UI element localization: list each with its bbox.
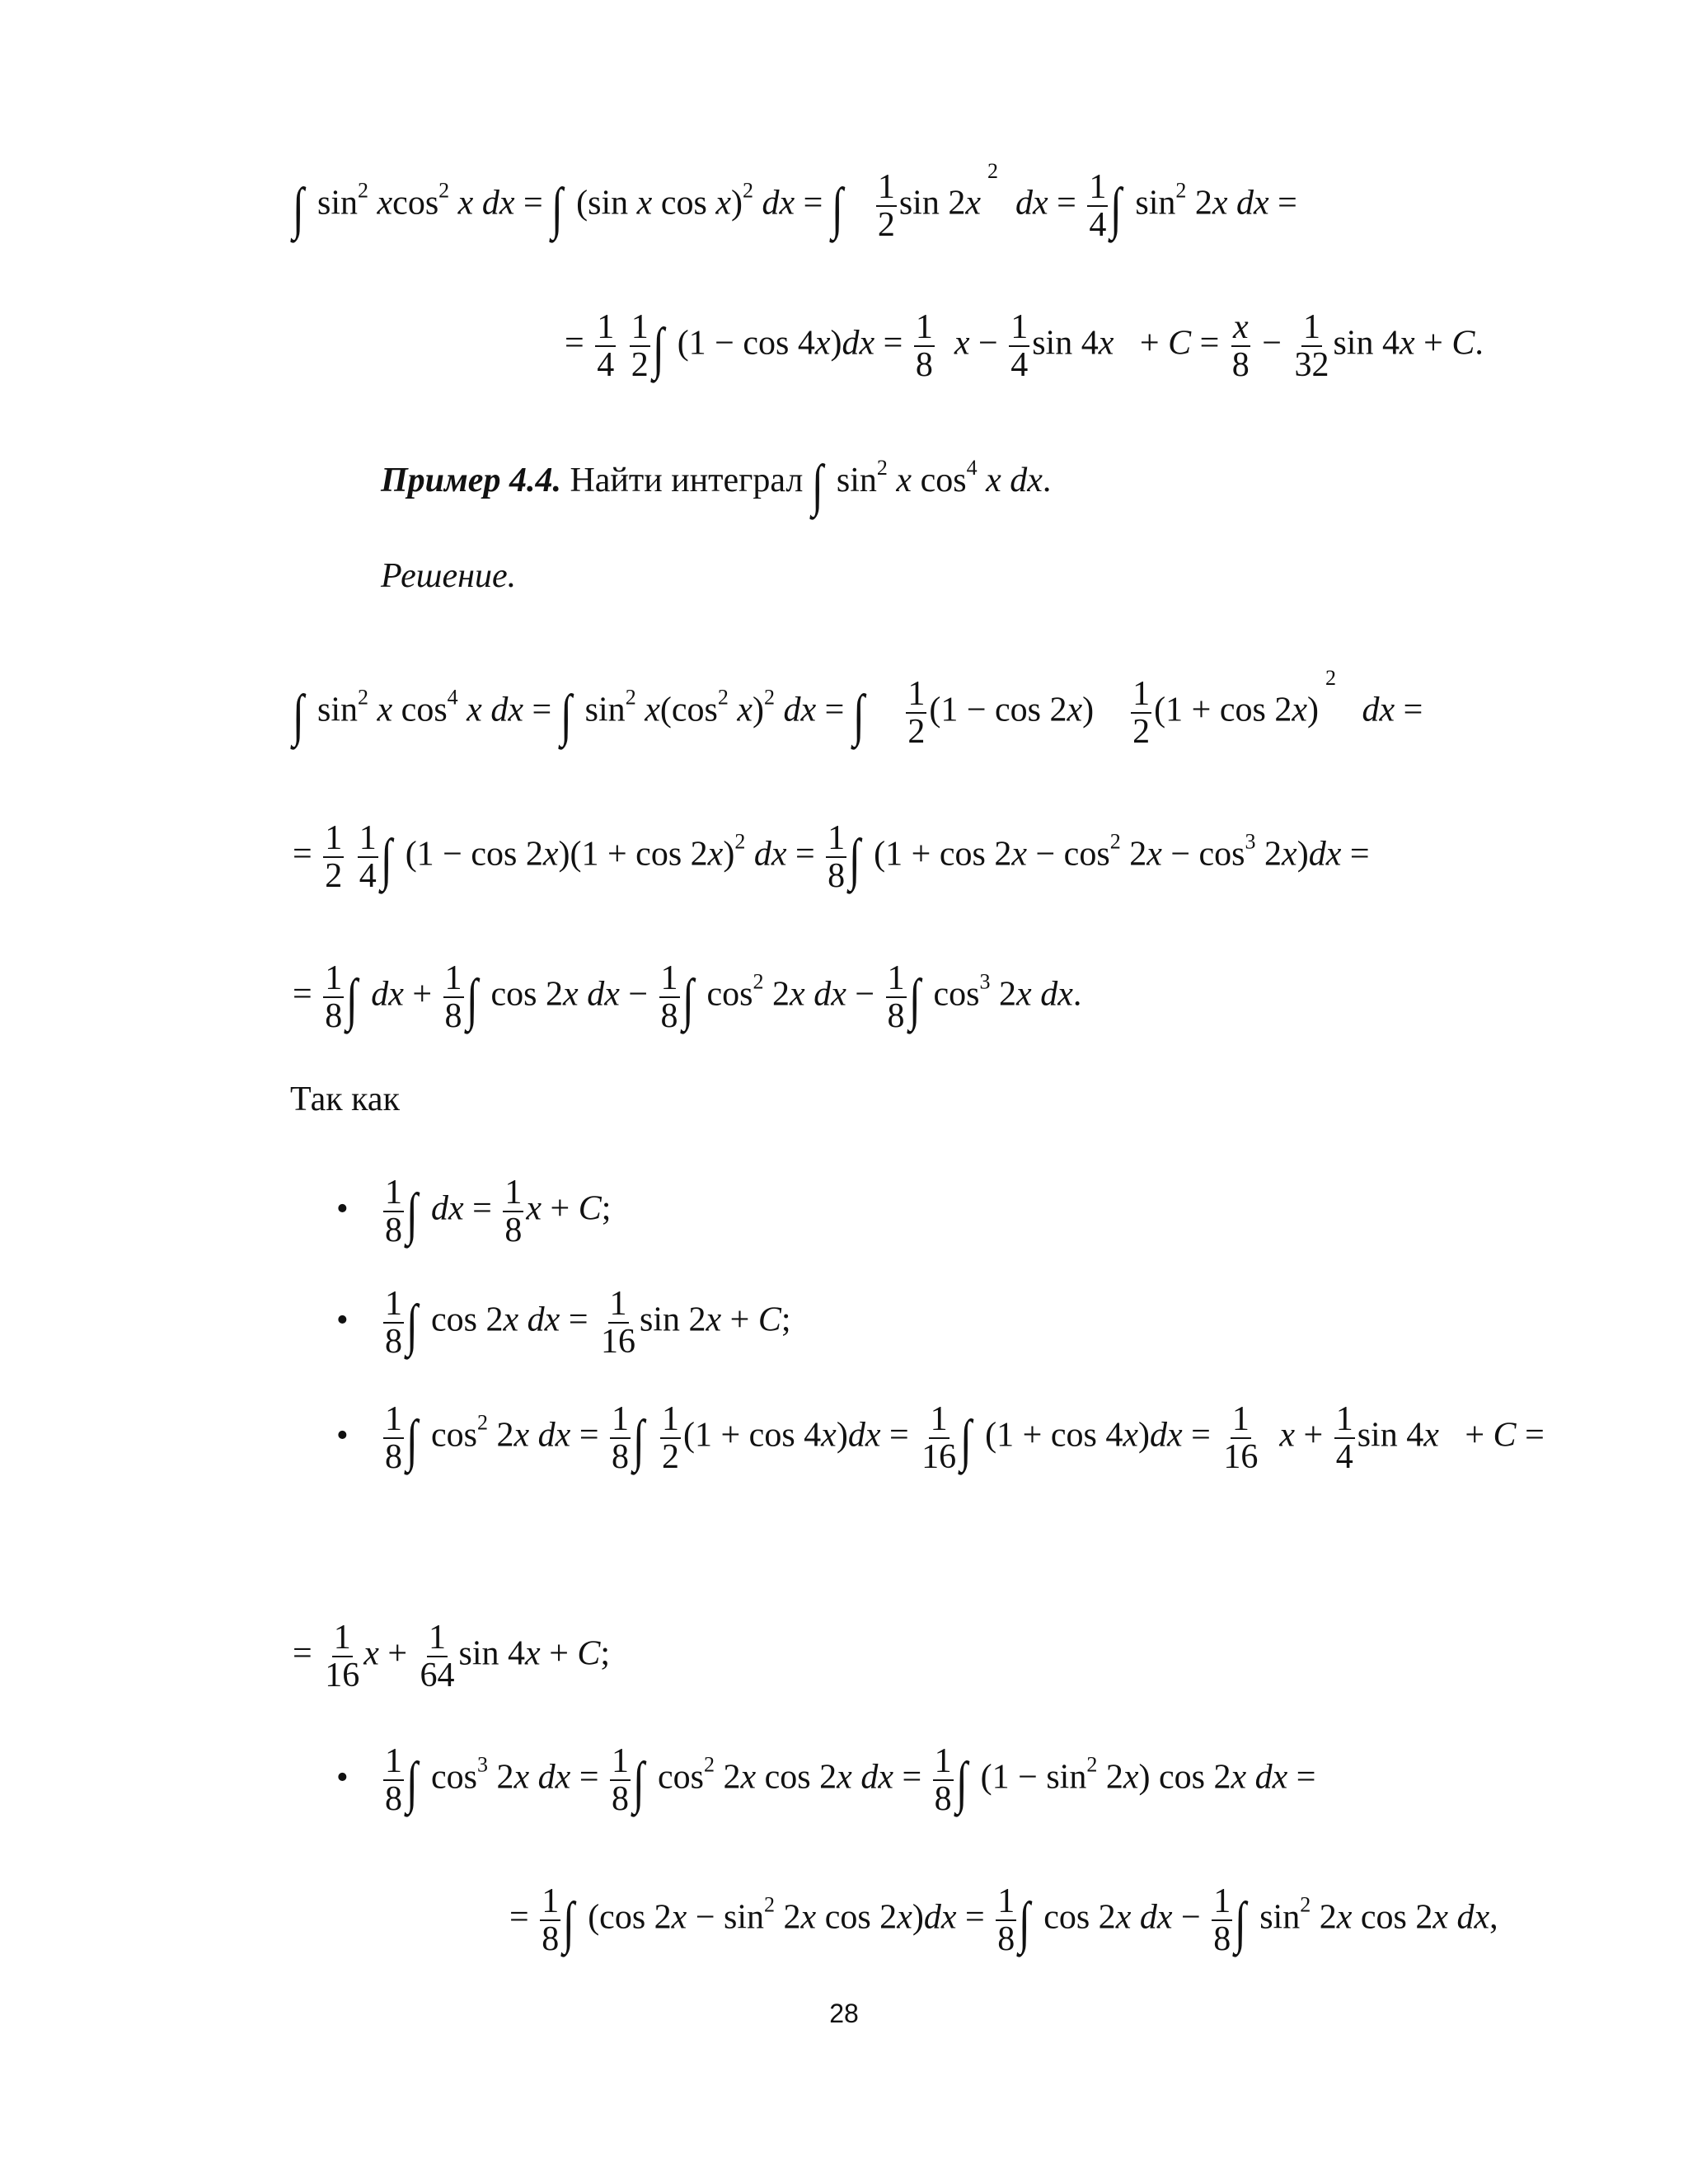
bullet-4-equation: $\frac{1}{8}$ ∫ $\cos^3 2x$ dx = $\frac{1}{8}$ ∫ $\cos^2 2x$ cos 2x dx = $\frac{1}{8}$ ∫ $(1 - \sin^2 2x)$ cos 2x dx = [385,1742,1316,1819]
equation-line-3: ∫ $\sin^2 x$ $\cos^4 x$ dx = ∫ $\sin^2 x(\cos^2$ x)$^2$ dx = ∫ $\frac{1}{2}$ (1 − cos 2x) $\frac{1}{2}$ $(1 + \cos 2x)^2$ dx = [293,665,1423,752]
example-text: Найти интеграл [570,462,804,499]
bullet-2: • [336,1301,349,1339]
example-statement: Пример 4.4. Найти интеграл ∫ $\sin^2 x$ $\cos^4 x$ dx. [381,454,1052,518]
bullet-3: • [336,1417,349,1455]
equation-line-1: ∫ $\sin^2 xcos^2$ x dx = ∫ (sin x cos x)$^2$ dx = ∫ $\frac{1}{2}$ $\sin 2x^2$ dx = $\frac{1}{4}$ ∫ $\sin^2 2x$ dx = [293,158,1297,245]
equation-line-4: = $\frac{1}{2}$ $\frac{1}{4}$ ∫ $(1 - \cos 2x)(1 + \cos 2x)^2$ dx = $\frac{1}{8}$ ∫ $(1 + \cos 2x - \cos^2 2x - \cos^3 2x)dx$ = [293,819,1370,896]
bullet-1-equation: $\frac{1}{8}$ ∫ dx = $\frac{1}{8}$ x + C; [385,1174,612,1250]
page-number: 28 [829,1999,859,2028]
bullet-3-equation: $\frac{1}{8}$ ∫ $\cos^2 2x$ dx = $\frac{1}{8}$ ∫ $\frac{1}{2}$ (1 + cos 4x)dx = $\frac{1}{16}$ ∫ (1 + cos 4x)dx = $\frac{1}{16}$ x + $\frac{1}{4}$ sin 4x + C = [385,1400,1545,1477]
bullet-1: • [336,1190,349,1228]
bullet-2-equation: $\frac{1}{8}$ ∫ cos 2x dx = $\frac{1}{16}$ sin 2x + C; [385,1285,791,1361]
example-label: Пример 4.4. [381,462,561,499]
bullet-3-continuation: = $\frac{1}{16}$ x + $\frac{1}{64}$ sin 4x + C; [293,1619,611,1695]
bullet-4-continuation: = $\frac{1}{8}$ ∫ (cos $2x - \sin^2 2x$ cos 2x)dx = $\frac{1}{8}$ ∫ cos 2x dx − $\frac{1}{8}$ ∫ $\sin^2 2x$ cos 2x dx, [509,1882,1498,1959]
bullet-4: • [336,1759,349,1797]
equation-line-2: = $\frac{1}{4}$ $\frac{1}{2}$ ∫ (1 − cos 4x)dx = $\frac{1}{8}$ x − $\frac{1}{4}$ sin 4x + C = $\frac{x}{8}$ − $\frac{1}{32}$ sin 4x + C. [565,308,1484,385]
solution-label: Решение. [381,557,517,595]
since-text: Так как [290,1080,400,1118]
equation-line-5: = $\frac{1}{8}$ ∫ dx + $\frac{1}{8}$ ∫ cos 2x dx − $\frac{1}{8}$ ∫ $\cos^2 2x$ dx − $\frac{1}{8}$ ∫ $\cos^3 2x$ dx. [293,959,1082,1036]
